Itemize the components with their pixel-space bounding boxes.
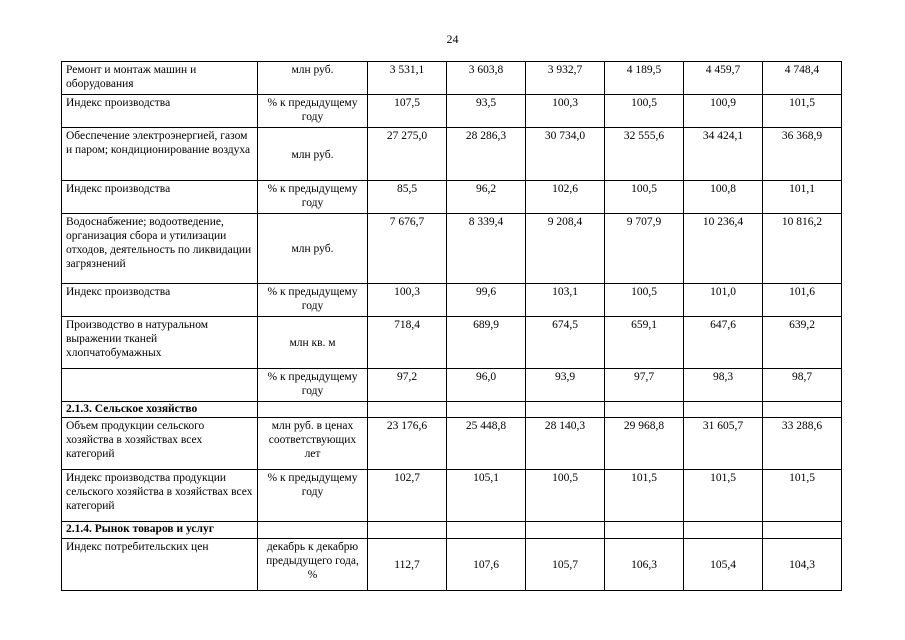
value-cell: 34 424,1 [684,128,763,181]
value-cell: 101,5 [763,470,842,522]
value-cell: 105,4 [684,539,763,591]
value-cell: 718,4 [368,317,447,369]
value-cell: 28 140,3 [526,418,605,470]
value-cell: 3 603,8 [447,62,526,95]
value-cell: 100,5 [526,470,605,522]
row-label: Производство в натуральном выражении тканей хлопчатобумажных [62,317,258,369]
value-cell: 100,3 [526,95,605,128]
value-cell: 10 816,2 [763,214,842,284]
value-cell: 97,7 [605,369,684,402]
value-cell: 28 286,3 [447,128,526,181]
row-label: Ремонт и монтаж машин и оборудования [62,62,258,95]
value-cell: 97,2 [368,369,447,402]
value-cell: 10 236,4 [684,214,763,284]
value-cell: 25 448,8 [447,418,526,470]
value-cell: 105,7 [526,539,605,591]
value-cell: 100,3 [368,284,447,317]
row-unit: млн кв. м [258,317,368,369]
table-row [62,284,842,317]
row-label: Индекс производства [62,284,258,317]
table-row [62,317,842,369]
row-unit: % к предыдущему году [258,95,368,128]
value-cell: 659,1 [605,317,684,369]
value-cell: 102,6 [526,181,605,214]
value-cell: 3 531,1 [368,62,447,95]
value-cell: 85,5 [368,181,447,214]
value-cell: 101,1 [763,181,842,214]
value-cell: 96,0 [447,369,526,402]
table-row [62,128,842,181]
row-unit: млн руб. [258,214,368,284]
value-cell: 102,7 [368,470,447,522]
table-row [62,181,842,214]
value-cell: 101,6 [763,284,842,317]
value-cell: 103,1 [526,284,605,317]
value-cell: 8 339,4 [447,214,526,284]
row-unit: % к предыдущему году [258,470,368,522]
value-cell: 100,5 [605,284,684,317]
value-cell: 100,5 [605,181,684,214]
value-cell: 100,5 [605,95,684,128]
row-label: Индекс производства [62,95,258,128]
table-row [62,62,842,95]
row-unit: % к предыдущему году [258,181,368,214]
row-label [62,369,258,402]
value-cell: 99,6 [447,284,526,317]
value-cell: 4 189,5 [605,62,684,95]
row-label: Индекс производства продукции сельского хозяйства в хозяйствах всех категорий [62,470,258,522]
value-cell: 101,5 [763,95,842,128]
value-cell: 98,7 [763,369,842,402]
row-label: Водоснабжение; водоотведение, организация сбора и утилизации отходов, деятельность по ликвидации загрязнений [62,214,258,284]
value-cell: 647,6 [684,317,763,369]
value-cell: 104,3 [763,539,842,591]
section-row [62,522,842,539]
value-cell: 112,7 [368,539,447,591]
value-cell: 29 968,8 [605,418,684,470]
value-cell: 93,9 [526,369,605,402]
value-cell: 101,5 [684,470,763,522]
value-cell: 101,5 [605,470,684,522]
value-cell: 105,1 [447,470,526,522]
value-cell: 689,9 [447,317,526,369]
value-cell: 674,5 [526,317,605,369]
table-row [62,470,842,522]
value-cell: 96,2 [447,181,526,214]
row-unit: млн руб. в ценах соответствующих лет [258,418,368,470]
row-label: Индекс потребительских цен [62,539,258,591]
row-label: Объем продукции сельского хозяйства в хозяйствах всех категорий [62,418,258,470]
value-cell: 30 734,0 [526,128,605,181]
value-cell: 93,5 [447,95,526,128]
table-row [62,539,842,591]
section-row [62,402,842,418]
value-cell: 31 605,7 [684,418,763,470]
row-unit: % к предыдущему году [258,284,368,317]
value-cell: 7 676,7 [368,214,447,284]
value-cell: 36 368,9 [763,128,842,181]
value-cell: 107,5 [368,95,447,128]
row-label: Индекс производства [62,181,258,214]
value-cell: 107,6 [447,539,526,591]
value-cell: 100,8 [684,181,763,214]
table-row [62,214,842,284]
value-cell: 33 288,6 [763,418,842,470]
table-row [62,369,842,402]
value-cell: 32 555,6 [605,128,684,181]
value-cell: 3 932,7 [526,62,605,95]
value-cell: 9 208,4 [526,214,605,284]
section-heading: 2.1.3. Сельское хозяйство [62,402,258,418]
value-cell: 98,3 [684,369,763,402]
row-unit: % к предыдущему году [258,369,368,402]
value-cell: 100,9 [684,95,763,128]
row-unit: декабрь к декабрю предыдущего года, % [258,539,368,591]
value-cell: 101,0 [684,284,763,317]
value-cell: 9 707,9 [605,214,684,284]
table-row [62,418,842,470]
value-cell: 27 275,0 [368,128,447,181]
row-unit: млн руб. [258,128,368,181]
value-cell: 4 459,7 [684,62,763,95]
section-heading: 2.1.4. Рынок товаров и услуг [62,522,258,539]
table-row [62,95,842,128]
page-number: 24 [446,32,459,46]
row-unit: млн руб. [258,62,368,95]
value-cell: 106,3 [605,539,684,591]
value-cell: 23 176,6 [368,418,447,470]
value-cell: 4 748,4 [763,62,842,95]
row-label: Обеспечение электроэнергией, газом и паром; кондиционирование воздуха [62,128,258,181]
value-cell: 639,2 [763,317,842,369]
statistics-table [61,61,842,591]
